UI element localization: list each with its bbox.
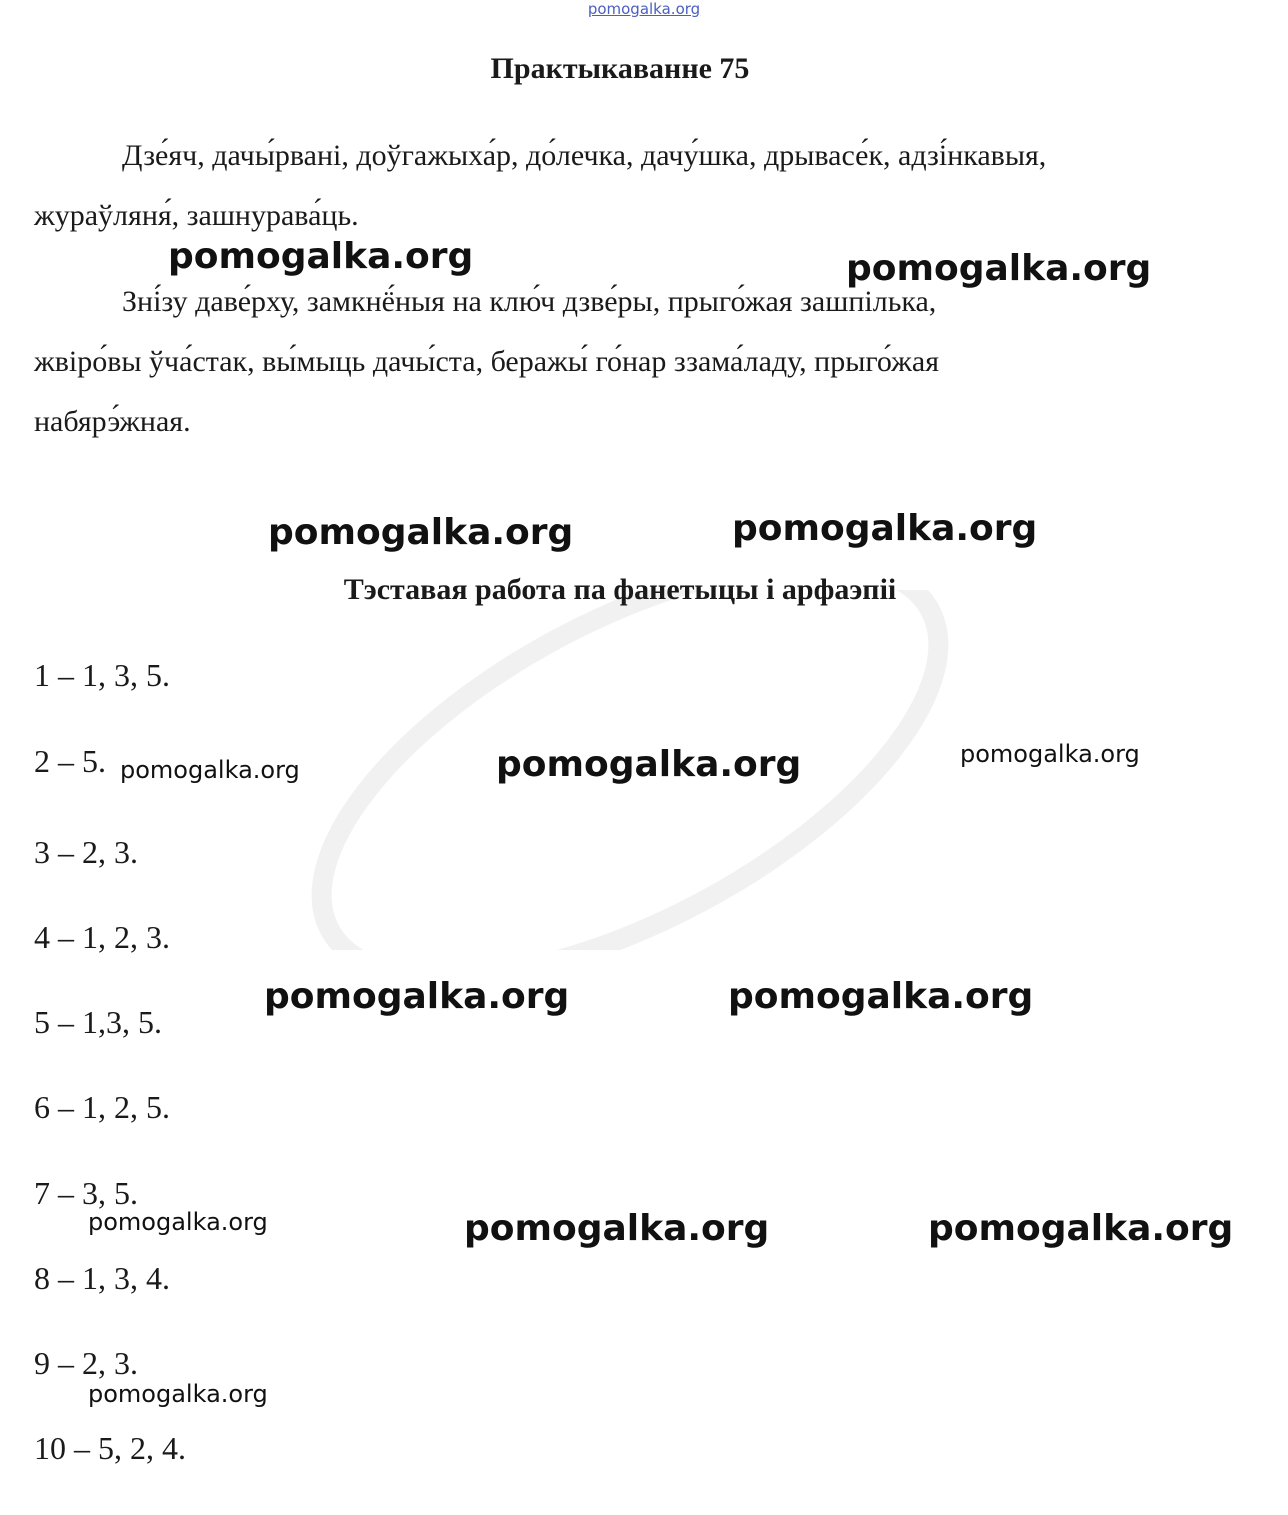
answer-item: 10 – 5, 2, 4. [34,1430,186,1466]
watermark-text: pomogalka.org [846,248,1152,289]
answer-item: 8 – 1, 3, 4. [34,1260,170,1296]
watermark-text: pomogalka.org [264,976,570,1017]
paragraph2-line: набярэ́жная. [34,405,191,438]
watermark-text: pomogalka.org [464,1208,770,1249]
answer-item: 6 – 1, 2, 5. [34,1089,170,1125]
watermark-text: pomogalka.org [168,236,474,277]
test-title: Тэставая работа па фанетыцы і арфаэпіі [343,573,897,606]
watermark-text: pomogalka.org [728,976,1034,1017]
watermark-text: pomogalka.org [960,740,1140,768]
answer-item: 1 – 1, 3, 5. [34,657,170,693]
answer-item: 7 – 3, 5. [34,1175,138,1211]
watermark-text: pomogalka.org [928,1208,1234,1249]
site-link[interactable]: pomogalka.org [587,0,701,18]
watermark-text: pomogalka.org [496,744,802,785]
paragraph2-line: жвіро́вы ўча́стак, вы́мыць дачы́ста, беражы́ го́нар ззама́ладу, прыго́жая [34,345,940,378]
exercise-title: Практыкаванне 75 [490,52,750,85]
answer-item: 5 – 1,3, 5. [34,1004,162,1040]
watermark-text: pomogalka.org [732,508,1038,549]
paragraph2-line: Зні́зу даве́рху, замкнё́ныя на клю́ч дзве́ры, прыго́жая зашпілька, [122,285,937,318]
answer-item: 4 – 1, 2, 3. [34,919,170,955]
paragraph1-line: жураўляня́, зашнурава́ць. [34,199,359,232]
answer-item: 2 – 5. [34,743,106,779]
watermark-text: pomogalka.org [120,756,300,784]
paragraph1-line: Дзе́яч, дачы́рвані, доўгажыха́р, до́лечка, дачу́шка, дрывасе́к, адзі́нкавыя, [122,139,1047,172]
answer-item: 3 – 2, 3. [34,834,138,870]
answer-item: 9 – 2, 3. [34,1345,138,1381]
watermark-text: pomogalka.org [88,1208,268,1236]
watermark-text: pomogalka.org [88,1380,268,1408]
watermark-text: pomogalka.org [268,512,574,553]
